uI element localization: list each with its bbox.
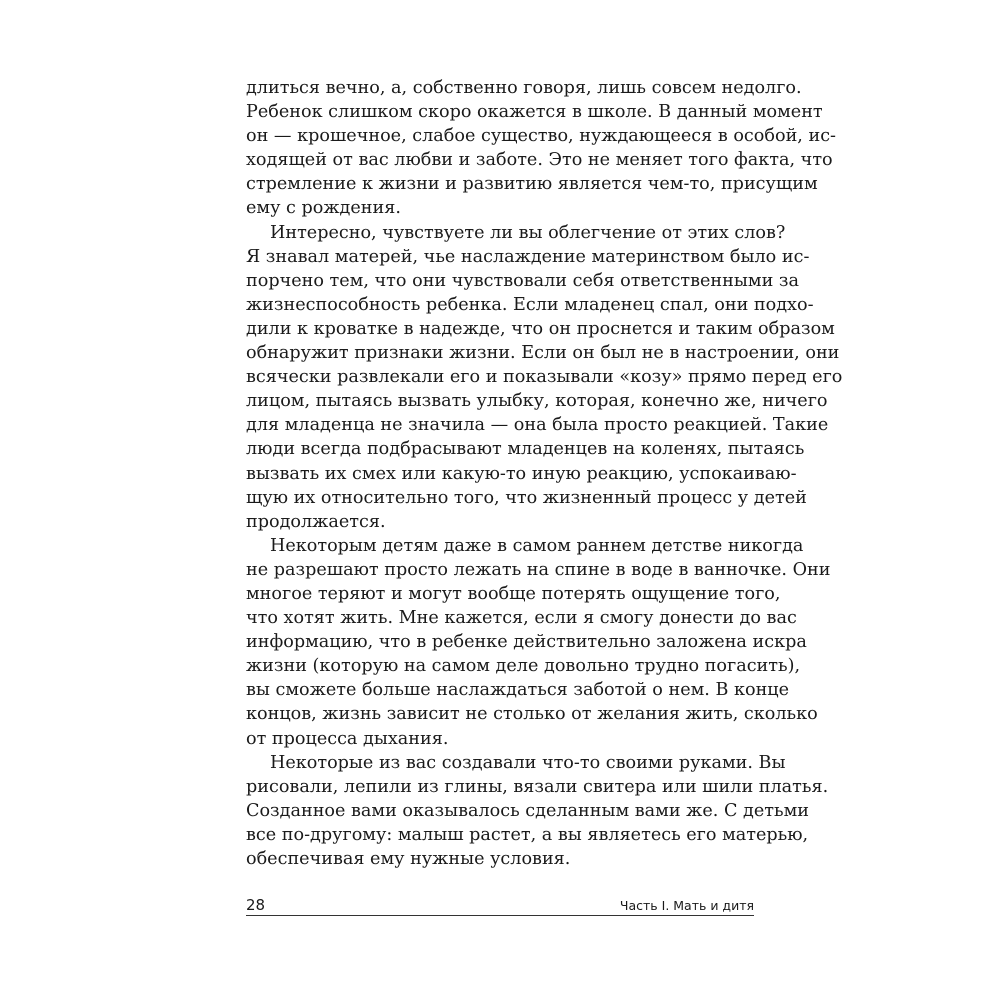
- text-line: что хотят жить. Мне кажется, если я смогу донести до вас: [246, 608, 797, 629]
- text-line: жизнеспособность ребенка. Если младенец спал, они подхо-: [246, 294, 814, 315]
- text-line: стремление к жизни и развитию является чем-то, присущим: [246, 174, 818, 195]
- text-line: не разрешают просто лежать на спине в воде в ванночке. Они: [246, 559, 831, 580]
- text-line: концов, жизнь зависит не столько от желания жить, сколько: [246, 704, 818, 725]
- text-line: дили к кроватке в надежде, что он проснется и таким образом: [246, 318, 835, 339]
- text-line: жизни (которую на самом деле довольно трудно погасить),: [246, 656, 801, 677]
- text-line: ходящей от вас любви и заботе. Это не меняет того факта, что: [246, 150, 833, 171]
- text-line: люди всегда подбрасывают младенцев на коленях, пытаясь: [246, 439, 805, 460]
- text-line: информацию, что в ребенке действительно заложена искра: [246, 632, 807, 653]
- text-line: все по-другому: малыш растет, а вы являетесь его матерью,: [246, 824, 809, 845]
- text-line: обнаружит признаки жизни. Если он был не в настроении, они: [246, 343, 840, 364]
- text-line: рисовали, лепили из глины, вязали свитера или шили платья.: [246, 776, 829, 797]
- text-line: ему с рождения.: [246, 198, 401, 219]
- text-line: вы сможете больше наслаждаться заботой о нем. В конце: [246, 680, 790, 701]
- text-line: он — крошечное, слабое существо, нуждающееся в особой, ис-: [246, 126, 837, 147]
- text-line: длиться вечно, а, собственно говоря, лишь совсем недолго.: [246, 78, 802, 98]
- running-title: Часть I. Мать и дитя: [619, 898, 754, 913]
- text-line: для младенца не значила — она была просто реакцией. Такие: [246, 415, 829, 436]
- text-line: всячески развлекали его и показывали «козу» прямо перед его: [246, 367, 843, 388]
- text-line: многое теряют и могут вообще потерять ощущение того,: [246, 583, 781, 604]
- page-number: 28: [246, 896, 266, 914]
- text-line: Я знавал матерей, чье наслаждение материнством было ис-: [246, 246, 810, 267]
- body-text: [246, 76, 843, 871]
- paragraph-first-line: Интересно, чувствуете ли вы облегчение от этих слов?: [270, 222, 786, 243]
- text-line: вызвать их смех или какую-то иную реакцию, успокаиваю-: [246, 463, 797, 484]
- text-line: обеспечивая ему нужные условия.: [246, 849, 571, 869]
- text-line: порчено тем, что они чувствовали себя ответственными за: [246, 270, 799, 291]
- text-line: щую их относительно того, что жизненный процесс у детей: [246, 487, 807, 508]
- text-line: продолжается.: [246, 511, 386, 532]
- text-line: от процесса дыхания.: [246, 728, 449, 749]
- text-line: Созданное вами оказывалось сделанным вами же. С детьми: [246, 800, 809, 821]
- page-footer: [246, 895, 754, 915]
- paragraph-first-line: Некоторым детям даже в самом раннем детстве никогда: [270, 535, 804, 556]
- footer-rule: [246, 915, 754, 916]
- text-line: лицом, пытаясь вызвать улыбку, которая, конечно же, ничего: [246, 391, 828, 412]
- text-line: Ребенок слишком скоро окажется в школе. В данный момент: [246, 102, 823, 123]
- paragraph-first-line: Некоторые из вас создавали что-то своими руками. Вы: [270, 752, 786, 773]
